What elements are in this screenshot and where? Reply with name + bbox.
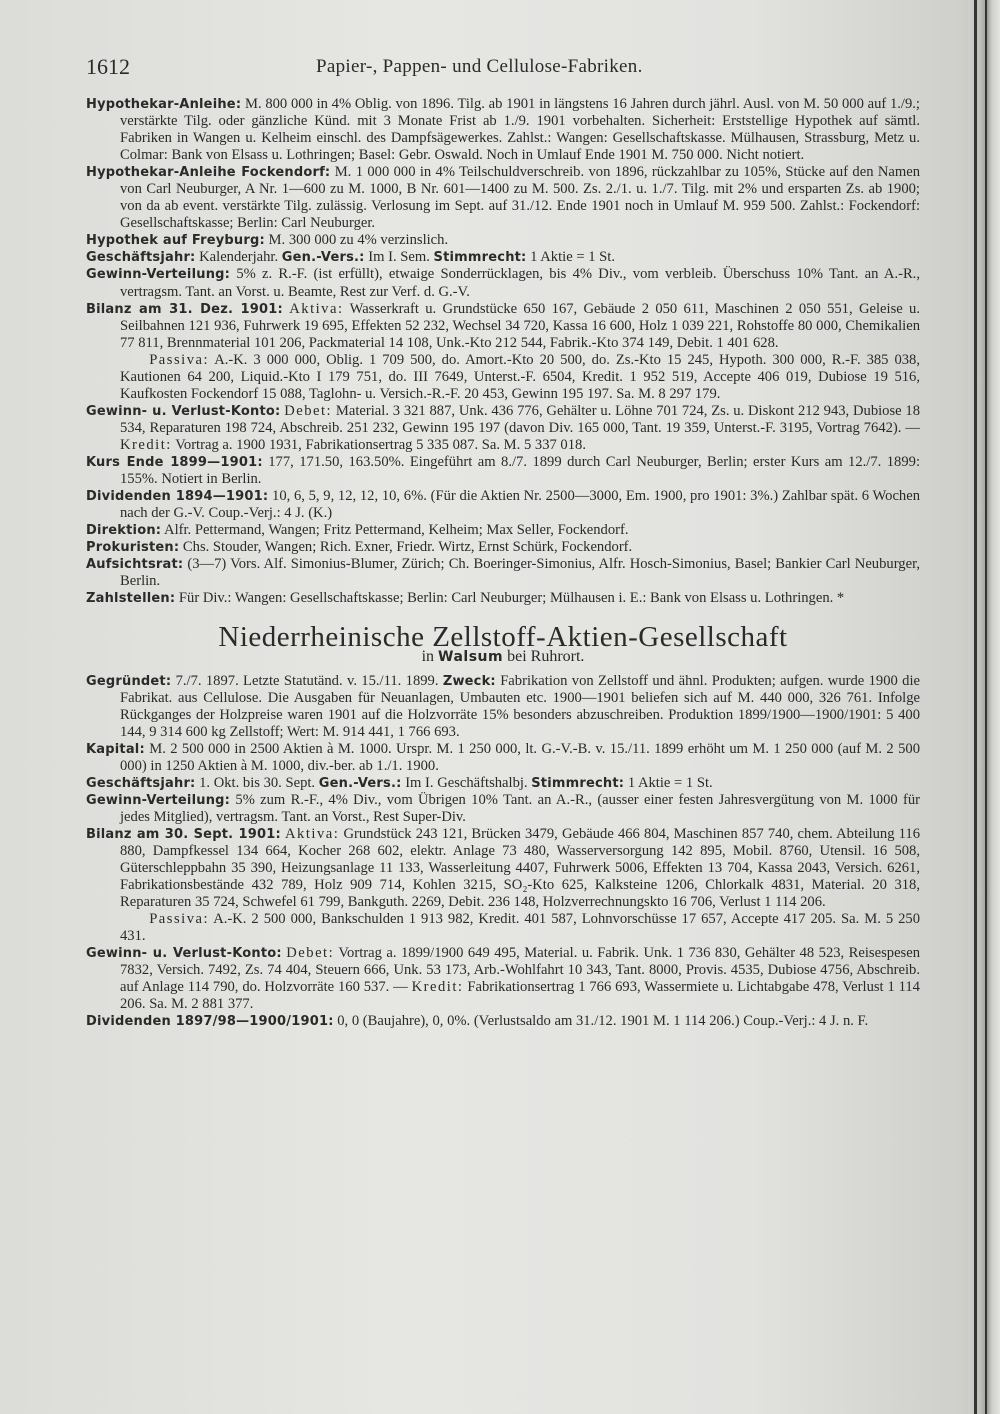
spine-line [974,0,977,1414]
entry-text: 0, 0 (Baujahre), 0, 0%. (Verlustsaldo am 31./12. 1901 M. 1 114 206.) Coup.-Verj.: 4 J. n. F. [337,1013,869,1030]
entry-text: A.-K. 3 000 000, Oblig. 1 709 500, do. Amort.-Kto 20 500, do. Zs.-Kto 15 245, Hypoth. 300 000, R.-F. 385 038, Kautionen 64 200, Liquid.-Kto I 179 751, do. III 7649, Unterst.-F. 6504, Kredit. 1 952 519, Accepte 406 019, Dubiose 19 516, Kaufkosten Fockendorf 15 088, Taglohn- u. Versich.-R.-F. 20 453, Gewinn 195 197. Sa. M. 8 297 179. [120,351,921,402]
entry-label: Stimmrecht: [531,775,625,791]
entry-text: Im I. Sem. [368,249,430,266]
entry-label: Dividenden 1894—1901: [86,489,269,505]
entry-lead: Kredit: [120,436,172,453]
entry-text: 1 Aktie = 1 St. [530,249,615,266]
entry-text: Fabrikation von Zellstoff und ähnl. Produkten; aufgen. wurde 1900 die Fabrikat. aus Cellulose. Die Ausgaben für Neuanlagen, Umbauten etc. 1900—1901 beliefen sich auf M. 440 000, 326 761. Infolge Rückganges der Holzpreise waren 1901 auf die Holzvorräte 15% besonders abzuschreiben. Produktion 1899/1900—1900/1901: 5 400 144, 9 314 600 kg Zellstoff; Wert: M. 914 441, 1 766 693. [120,672,920,740]
page-header [86,54,916,84]
entry-text: Fabrikationsertrag 1 766 693, Wassermiete u. Lichtabgabe 478, Verlust 1 114 206. Sa. M. 2 881 377. [120,979,920,1013]
entry-text: Chs. Stouder, Wangen; Rich. Exner, Friedr. Wirtz, Ernst Schürk, Fockendorf. [182,539,633,556]
company-location [86,648,920,666]
running-title: Papier-, Pappen- und Cellulose-Fabriken. [316,56,643,77]
entry-text: Im I. Geschäftshalbj. [405,774,528,791]
entry-label: Dividenden 1897/98—1900/1901: [86,1014,334,1030]
location-prefix: in [421,648,435,666]
entry-gewinn-verlust-konto [86,403,920,454]
entry-text: M. 2 500 000 in 2500 Aktien à M. 1000. Urspr. M. 1 250 000, lt. G.-V.-B. v. 15./11. 1899 erhöht um M. 1 250 000 (auf M. 2 500 000) in 1250 Aktien à M. 1000, div.-ber. ab 1./1. 1900. [120,740,920,774]
entry-label: Gen.-Vers.: [281,250,365,266]
entry-lead: Passiva: [149,351,210,368]
entry-label: Gewinn-Verteilung: [86,792,231,808]
entry-gegruendet [86,673,920,741]
entry-prokuristen [86,539,920,556]
entry-label: Hypothek auf Freyburg: [86,233,265,249]
entry-aufsichtsrat [86,556,920,590]
entry-lead: Aktiva: [289,300,344,317]
entry-label: Hypothekar-Anleihe Fockendorf: [86,165,331,181]
entry-lead: Passiva: [149,911,210,928]
entry-kurs [86,454,920,488]
entry-text: Für Div.: Wangen: Gesellschaftskasse; Berlin: Carl Neuburger; Mülhausen i. E.: Bank von Elsass u. Lothringen. * [178,590,845,607]
entry-bilanz [86,301,920,352]
entry-gewinn-verlust-konto [86,945,920,1013]
entry-hypothekar-anleihe-fockendorf [86,164,920,232]
entry-geschaeftsjahr [86,249,920,266]
entry-text: Grundstück 243 121, Brücken 3479, Gebäude 466 804, Maschinen 857 740, chem. Abteilung 116 880, Dampfkessel 134 664, Kocher 268 602, elektr. Anlage 73 480, Wasserversorgung 142 895, Mobil. 8760, Utensil. 16 508, Güterschleppbahn 35 390, Heizungsanlage 11 133, Wasserleitung 4407, Fuhrwerk 5006, Effekten 13 704, Kassa 2043, Versich. 6261, Fabrikationsbestände 432 789, Holz 909 714, Kohlen 3215, SO₂-Kto 625, Kalksteine 1206, Chlorkalk 4831, Material. 20 318, Reparaturen 35 724, Schwefel 61 799, Bankguth. 2269, Debit. 236 148, Holzverrechnungskto 16 706, Verlust 1 114 206. [120,825,921,911]
entry-label: Bilanz am 30. Sept. 1901: [86,826,281,842]
entry-text: M. 800 000 in 4% Oblig. von 1896. Tilg. ab 1901 in längstens 16 Jahren durch jährl. Ausl. von M. 50 000 auf 1./9.; verstärkte Tilg. oder gänzliche Künd. mit 3 Monate Frist ab 1./9. 1901 vorbehalten. Sicherheit: Erststellige Hypothek auf sämtl. Fabriken in Wangen u. Kelheim einschl. des Dampfsägewerkes. Zahlst.: Wangen: Gesellschaftskasse. Mülhausen, Strassburg, Metz u. Colmar: Bank von Elsass u. Lothringen; Basel: Gebr. Oswald. Noch in Umlauf Ende 1901 M. 750 000. Nicht notiert. [120,96,920,164]
entry-text: A.-K. 2 500 000, Bankschulden 1 913 982, Kredit. 401 587, Lohnvorschüsse 17 657, Accepte 417 205. Sa. M. 5 250 431. [120,911,921,945]
entry-text: Vortrag a. 1899/1900 649 495, Material. u. Fabrik. Unk. 1 736 830, Gehälter 48 523, Reisespesen 7832, Versich. 7492, Zs. 74 404, Steuern 666, Unk. 53 173, Arb.-Wohlfahrt 10 343, Tant. 8000, Provis. 4535, Dubiose 4756, Abschreib. auf Anlage 114 790, do. Holzvorräte 160 537. — [120,945,920,996]
entry-label: Zweck: [442,673,496,689]
entry-hypothek-freyburg [86,232,920,249]
entry-label: Gewinn-Verteilung: [86,267,231,283]
entry-text: Kalenderjahr. [199,249,279,266]
entry-dividenden [86,1013,920,1030]
entry-text: 177, 171.50, 163.50%. Eingeführt am 8./7. 1899 durch Carl Neuburger, Berlin; erster Kurs am 12./7. 1899: 155%. Notiert in Berlin. [120,453,920,488]
entry-direktion [86,522,920,539]
book-spine-shadow [968,0,1000,1414]
entry-lead: Debet: [284,402,333,419]
entry-label: Geschäftsjahr: [86,775,196,791]
entry-gewinn-verteilung [86,792,920,826]
entry-label: Kurs Ende 1899—1901: [86,454,263,470]
entry-text: Vortrag a. 1900 1931, Fabrikationsertrag 5 335 087. Sa. M. 5 337 018. [175,436,586,453]
entry-label: Gewinn- u. Verlust-Konto: [86,403,281,419]
entry-bilanz-passiva [86,352,920,403]
company-title: Niederrheinische Zellstoff-Aktien-Gesellschaft [218,621,788,654]
page-body [86,96,920,1030]
entry-label: Gen.-Vers.: [318,775,402,791]
entry-zahlstellen [86,590,920,607]
entry-kapital [86,741,920,775]
entry-text: 10, 6, 5, 9, 12, 12, 10, 6%. (Für die Aktien Nr. 2500—3000, Em. 1900, pro 1901: 3%.) Zahlbar spät. 6 Wochen nach der G.-V. Coup.-Verj.: 4 J. (K.) [120,488,920,522]
entry-text: 1 Aktie = 1 St. [627,774,713,791]
entry-geschaeftsjahr [86,775,920,792]
location-suffix: bei Ruhrort. [507,648,585,666]
entry-text: M. 1 000 000 in 4% Teilschuldverschreib. von 1896, rückzahlbar zu 105%, Stücke auf den Namen von Carl Neuburger, A Nr. 1—600 zu M. 1000, B Nr. 601—1400 zu M. 500. Zs. 2./1. u. 1./7. Tilg. mit 2% und ersparten Zs. ab 1900; von da ab event. verstärkte Tilg. zulässig. Verlosung im Sept. auf 31./12. Ende 1901 noch in Umlauf M. 959 500. Zahlst.: Fockendorf: Gesellschaftskasse; Berlin: Carl Neuburger. [120,164,921,232]
entry-text: (3—7) Vors. Alf. Simonius-Blumer, Zürich; Ch. Boeringer-Simonius, Alfr. Hosch-Simonius, Basel; Bankier Carl Neuburger, Berlin. [120,556,920,590]
location-city: Walsum [438,649,504,666]
entry-lead: Aktiva: [285,825,340,842]
entry-text: Material. 3 321 887, Unk. 436 776, Gehälter u. Löhne 701 724, Zs. u. Diskont 212 943, Dubiose 18 534, Reparaturen 198 724, Abschreib. 251 232, Gewinn 195 197 (davon Div. 165 000, Tant. 19 359, Unterst.-F. 3195, Vortrag 7642). — [120,402,921,436]
entry-label: Stimmrecht: [433,250,527,266]
entry-bilanz [86,826,920,911]
entry-label: Zahlstellen: [86,591,176,607]
entry-hypothekar-anleihe [86,96,920,164]
entry-text: 5% z. R.-F. (ist erfüllt), etwaige Sonderrücklagen, bis 4% Div., vom verbleib. Überschuss 10% Tant. an A.-R., vertragsm. Tant. an Vorst. u. Beamte, Rest zur Verf. d. G.-V. [120,266,920,300]
entry-lead: Kredit: [411,979,464,996]
page-number: 1612 [86,54,130,79]
entry-label: Geschäftsjahr: [86,250,196,266]
entry-text: M. 300 000 zu 4% verzinslich. [268,232,449,249]
entry-dividenden [86,488,920,522]
entry-label: Prokuristen: [86,540,180,556]
entry-lead: Debet: [286,945,335,962]
entry-text: 1. Okt. bis 30. Sept. [199,774,316,791]
entry-label: Aufsichtsrat: [86,557,184,573]
entry-label: Hypothekar-Anleihe: [86,97,242,112]
entry-text: 5% zum R.-F., 4% Div., vom Übrigen 10% Tant. an A.-R., (ausser einer festen Jahresvergütung von M. 1000 für jedes Mitglied), vertragsm. Tant. an Vorst., Rest Super-Div. [120,791,920,825]
entry-label: Direktion: [86,523,162,539]
entry-gewinn-verteilung [86,266,920,300]
entry-label: Gegründet: [86,673,172,689]
entry-label: Bilanz am 31. Dez. 1901: [86,301,283,317]
entry-text: 7./7. 1897. Letzte Statutänd. v. 15./11. 1899. [175,672,439,689]
entry-label: Kapital: [86,741,145,757]
entry-bilanz-passiva [86,911,920,945]
entry-text: Wasserkraft u. Grundstücke 650 167, Gebäude 2 050 611, Maschinen 2 050 551, Geleise u. Seilbahnen 121 936, Fuhrwerk 19 695, Effekten 52 232, Wechsel 34 720, Kassa 16 600, Holz 1 039 221, Rohstoffe 80 000, Chemikalien 77 811, Brennmaterial 101 206, Packmaterial 14 108, Unk.-Kto 212 544, Fabrik.-Kto 374 149, Debit. 1 401 628. [120,300,920,351]
entry-text: Alfr. Pettermand, Wangen; Fritz Pettermand, Kelheim; Max Seller, Fockendorf. [164,522,629,539]
spine-line [985,0,987,1414]
entry-label: Gewinn- u. Verlust-Konto: [86,946,282,962]
